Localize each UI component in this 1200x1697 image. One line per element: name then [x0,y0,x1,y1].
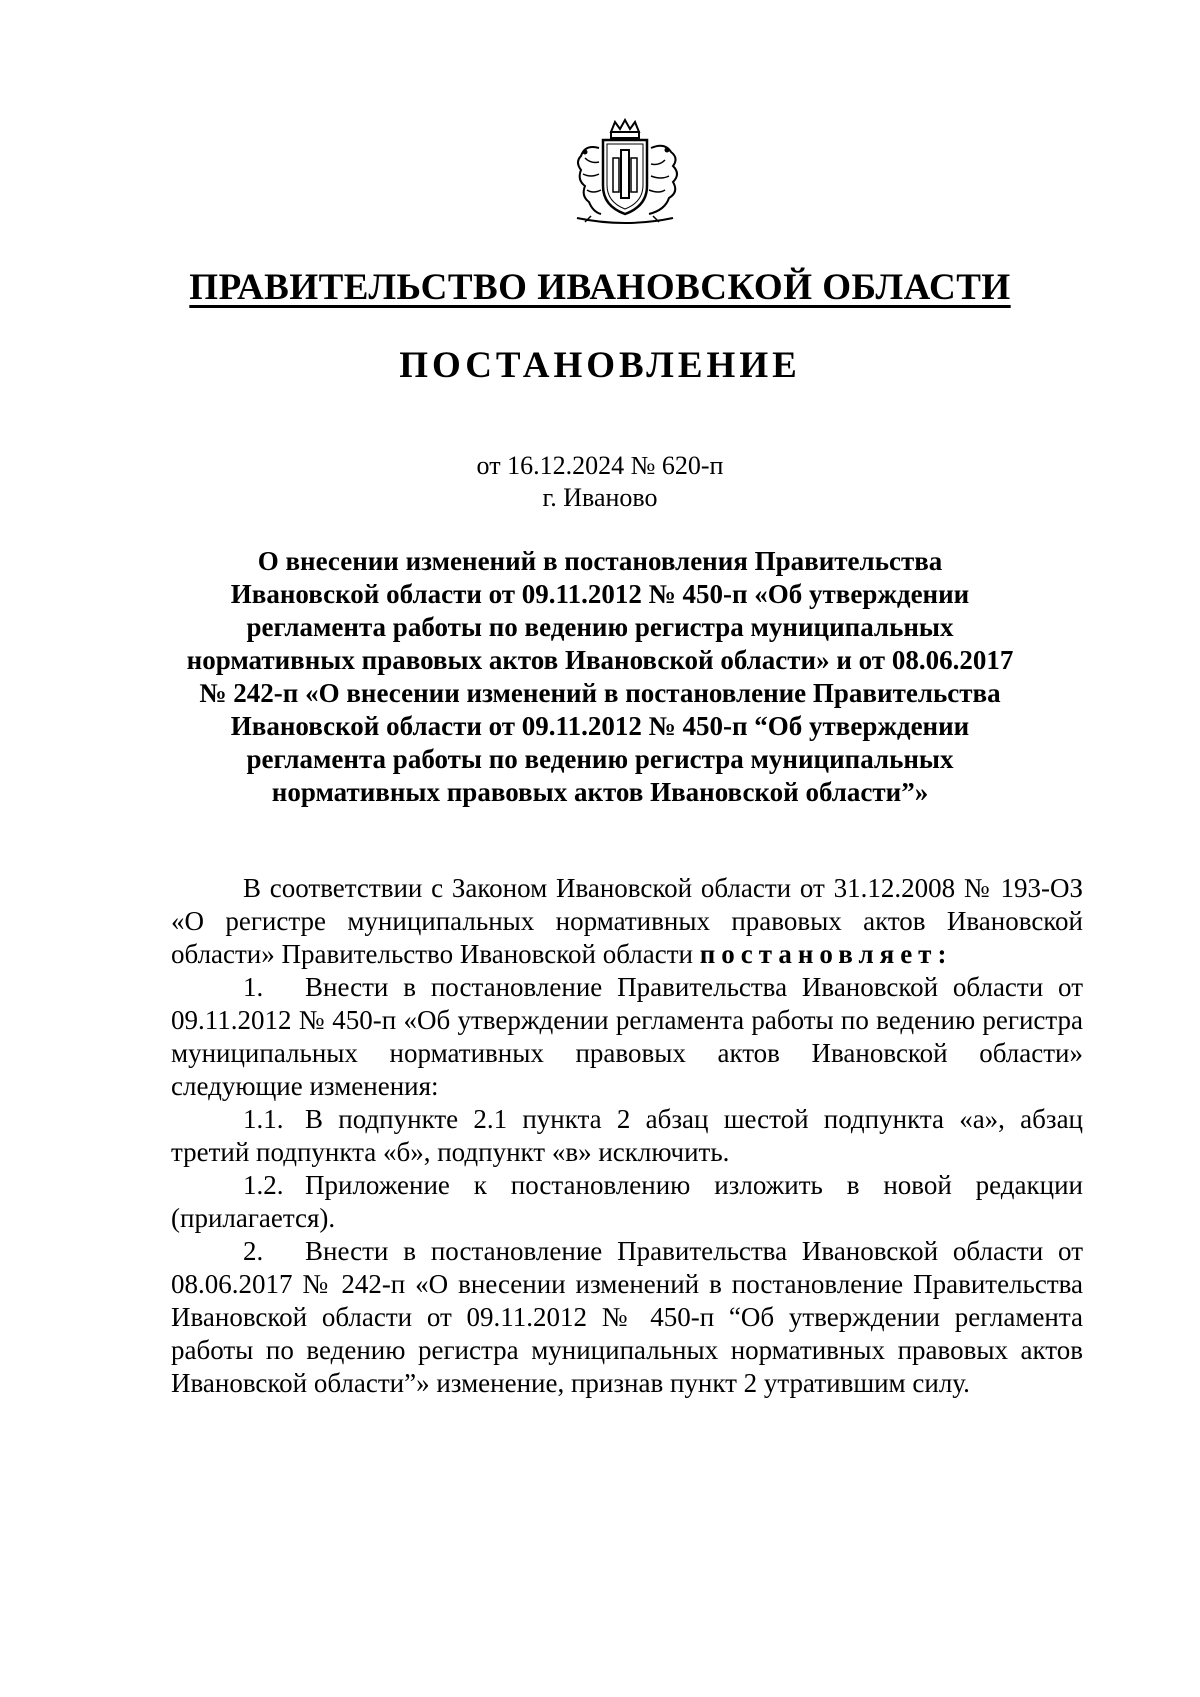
list-item [171,1169,1083,1235]
document-title [150,545,1050,809]
title-line: регламента работы по ведению регистра муниципальных [246,612,954,642]
item-text: Внести в постановление Правительства Ивановской области от 09.11.2012 № 450-п «Об утверждении регламента работы по ведению регистра муниципальных нормативных правовых актов Ивановской области» следующие изменения: [171,972,1083,1101]
authority-heading [0,266,1200,309]
title-line: регламента работы по ведению регистра муниципальных [246,744,954,774]
city: г. Иваново [542,483,658,512]
item-number: 1. [243,972,264,1002]
item-number: 2. [243,1236,264,1266]
item-text: В подпункте 2.1 пункта 2 абзац шестой подпункта «а», абзац третий подпункта «б», подпункт «в» исключить. [171,1104,1083,1167]
item-text: Приложение к постановлению изложить в новой редакции (прилагается). [171,1170,1083,1233]
authority-name: ПРАВИТЕЛЬСТВО ИВАНОВСКОЙ ОБЛАСТИ [189,267,1011,308]
title-line: нормативных правовых актов Ивановской области» и от 08.06.2017 [186,645,1014,675]
item-text: Внести в постановление Правительства Ивановской области от 08.06.2017 № 242-п «О внесении изменений в постановление Правительства Ивановской области от 09.11.2012 № 450-п “Об утверждении регламента работы по ведению регистра муниципальных нормативных правовых актов Ивановской области”» изменение, признав пункт 2 утратившим силу. [171,1236,1083,1398]
title-line: Ивановской области от 09.11.2012 № 450-п «Об утверждении [230,579,970,609]
document-body [171,872,1083,1400]
list-item [171,971,1083,1103]
list-item [171,1235,1083,1400]
title-line: нормативных правовых актов Ивановской области”» [271,777,929,807]
title-line: № 242-п «О внесении изменений в постановление Правительства [199,678,1001,708]
preamble-paragraph [171,872,1083,971]
title-line: Ивановской области от 09.11.2012 № 450-п “Об утверждении [230,711,970,741]
title-line: О внесении изменений в постановления Правительства [257,546,943,576]
preamble-text: В соответствии с Законом Ивановской области от 31.12.2008 № 193-ОЗ «О регистре муниципальных нормативных правовых актов Ивановской области» Правительство Ивановской области [171,873,1083,969]
item-number: 1.1. [243,1104,284,1134]
resolves-word: постановляет: [699,939,953,969]
list-item [171,1103,1083,1169]
date-number: от 16.12.2024 № 620-п [476,451,724,480]
item-number: 1.2. [243,1170,284,1200]
document-type-heading: ПОСТАНОВЛЕНИЕ [399,345,801,386]
coat-of-arms-icon [555,118,695,230]
document-meta [0,450,1200,514]
